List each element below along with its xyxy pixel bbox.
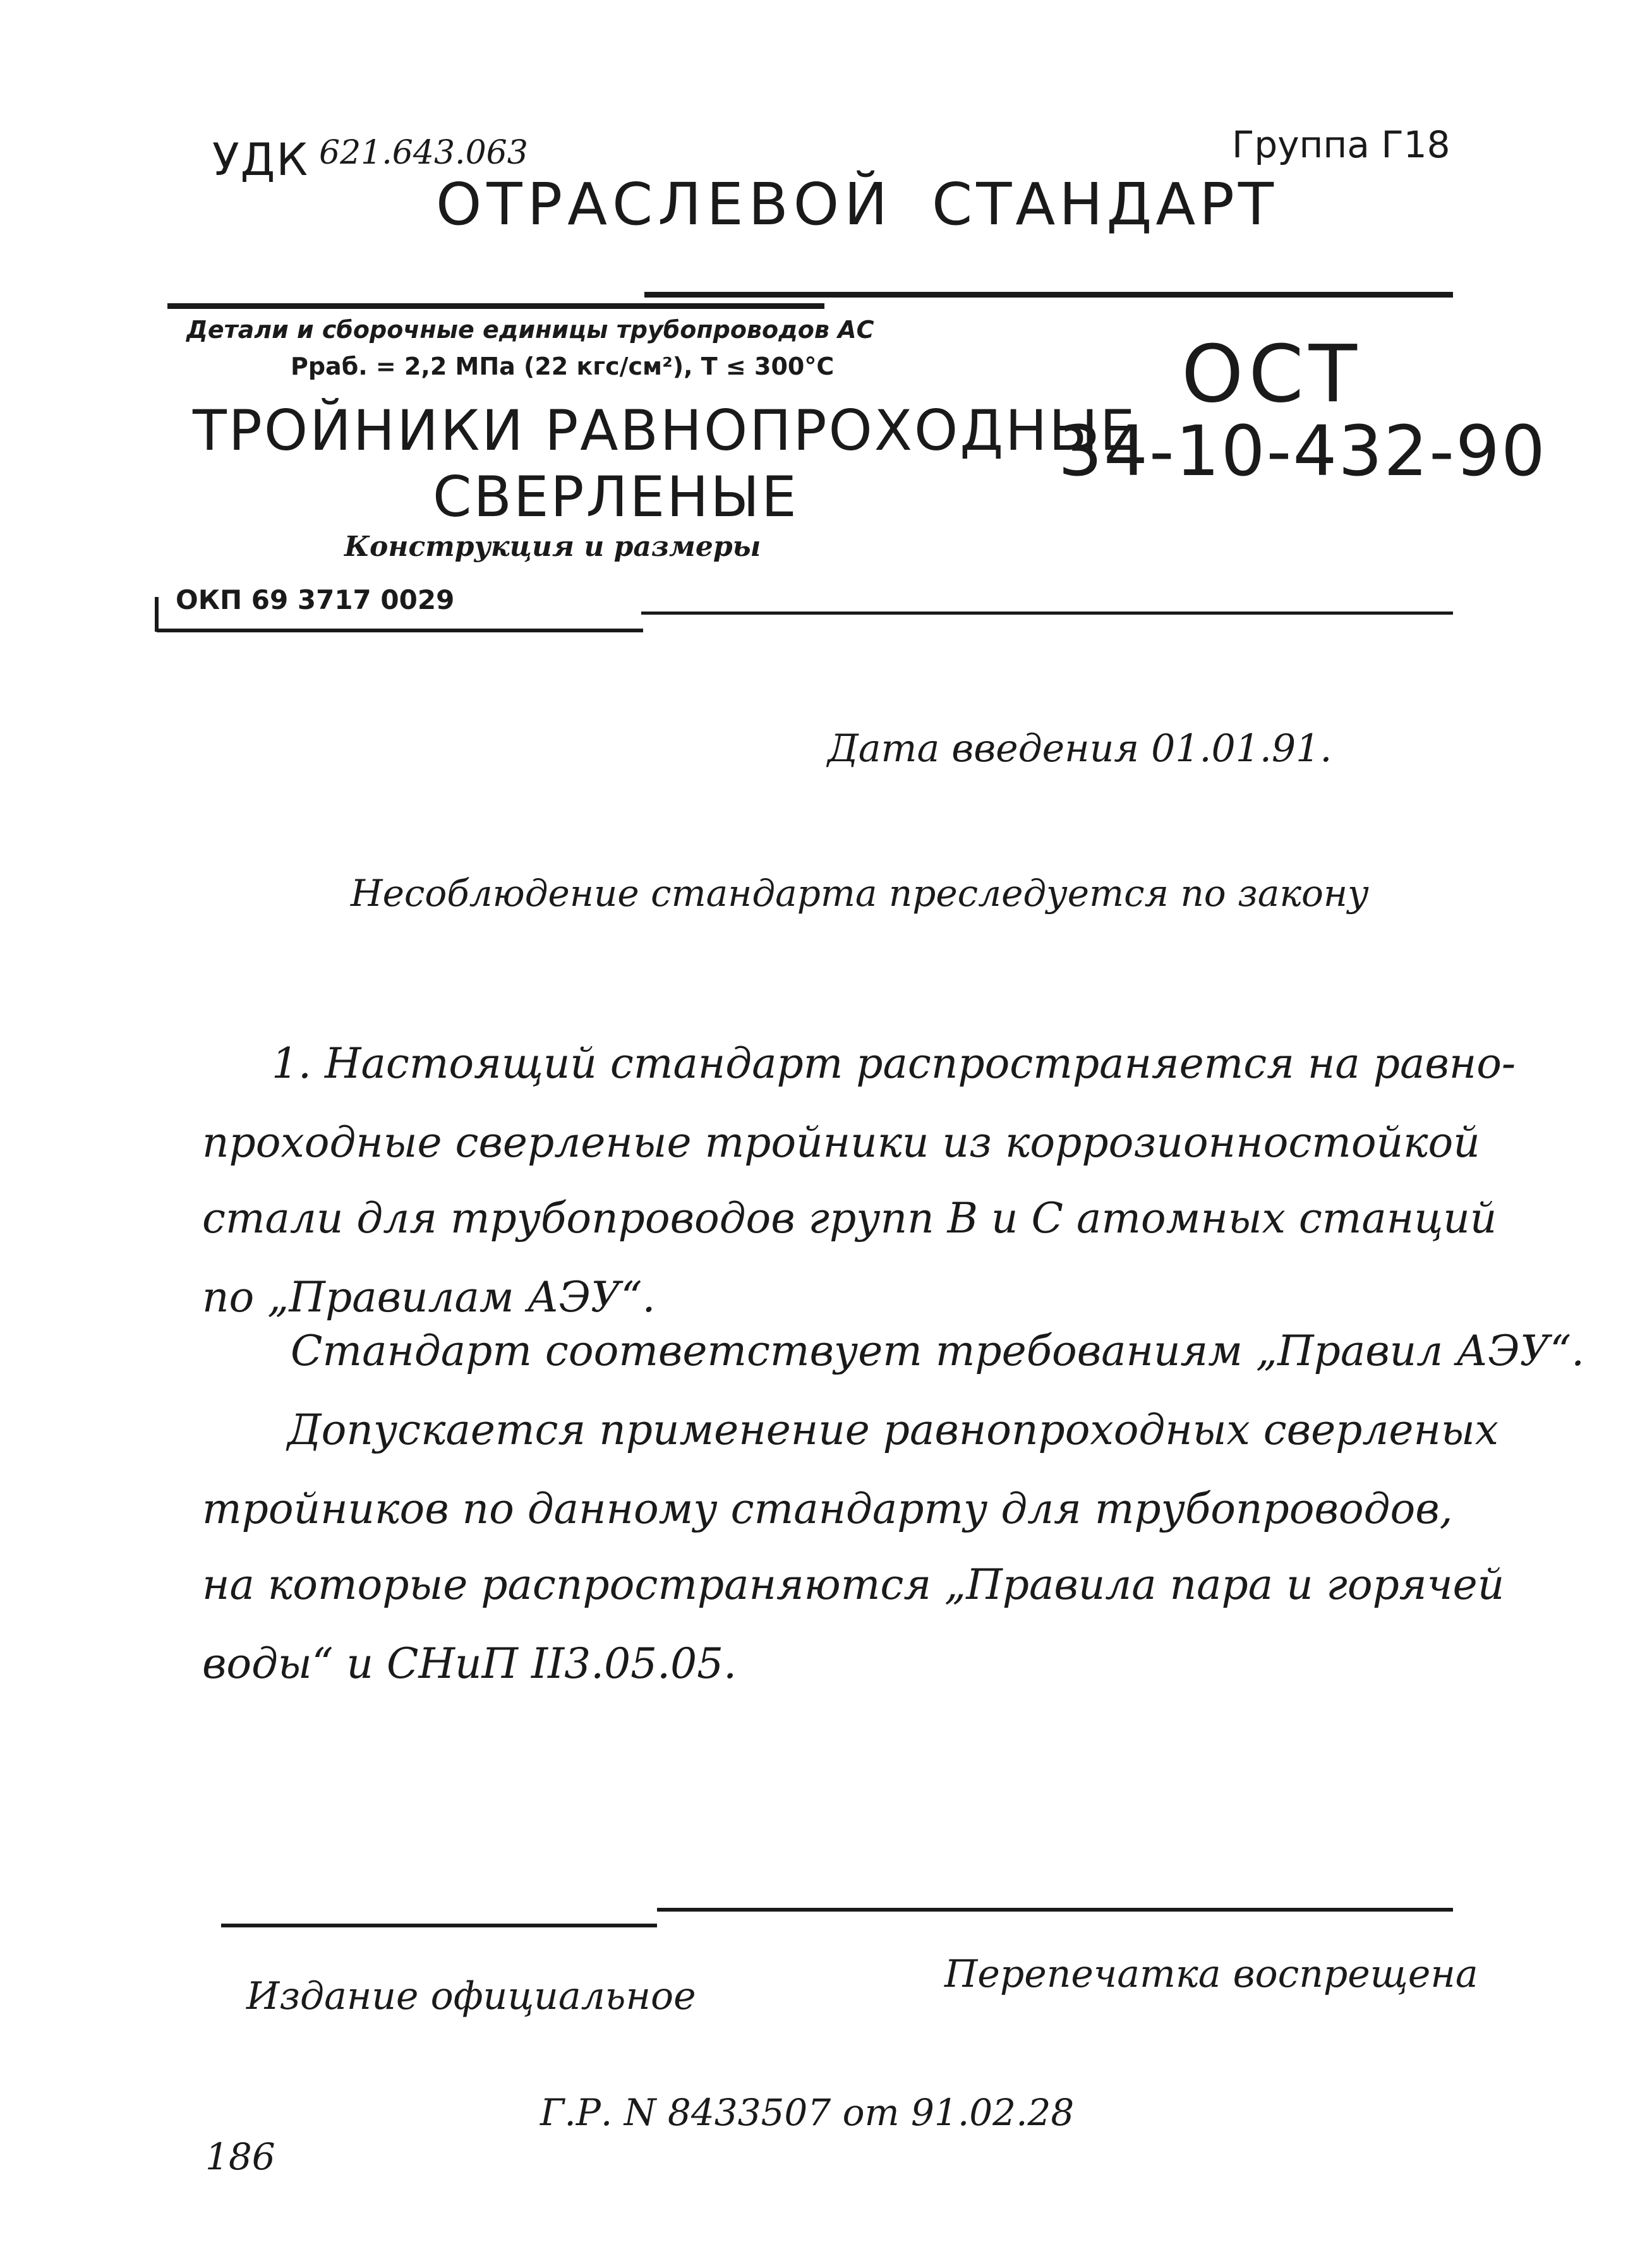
designation-rule-left [157,629,643,632]
top-rule-left [167,303,824,309]
body-line: стали для трубопроводов групп В и С атомных станций [202,1194,1497,1243]
body-line: 1. Настоящий стандарт распространяется на равно- [272,1039,1516,1088]
body-line: по „Правилам АЭУ“. [202,1273,656,1322]
footer-rule-right [657,1908,1453,1912]
introduction-date: Дата введения 01.01.91. [828,726,1332,771]
law-notice: Несоблюдение стандарта преследуется по закону [351,872,1369,915]
ost-number: 34-10-432-90 [1058,411,1546,491]
registration-number: Г.Р. N 8433507 от 91.02.28 [540,2091,1075,2134]
okp-code: ОКП 69 3717 0029 [176,584,455,615]
ost-label: ОСТ [1181,328,1363,420]
document-title-line2: СВЕРЛЕНЫЕ [433,464,799,529]
footer-rule-left [221,1924,657,1927]
standard-type-part1: ОТРАСЛЕВОЙ [436,171,893,238]
designation-left-border [155,597,159,632]
body-line: проходные сверленые тройники из коррозионностойкой [202,1118,1480,1167]
group-code: Группа Г18 [1232,123,1450,166]
construction-subtitle: Конструкция и размеры [344,531,761,563]
body-line: Допускается применение равнопроходных сверленых [287,1406,1498,1454]
document-title-line1: ТРОЙНИКИ РАВНОПРОХОДНЫЕ [193,398,1137,463]
subheading-line2: Рраб. = 2,2 МПа (22 кгс/см²), Т ≤ 300°С [291,353,835,380]
udk-code: 621.643.063 [319,134,528,172]
edition-note: Издание официальное [246,1974,696,2018]
body-line: Стандарт соответствует требованиям „Правил АЭУ“. [291,1327,1585,1375]
body-line: на которые распространяются „Правила пара и горячей [202,1560,1505,1609]
top-rule-right [644,292,1453,298]
udk-label: УДК [212,134,310,186]
body-line: тройников по данному стандарту для трубопроводов, [202,1485,1453,1533]
page-number: 186 [205,2135,275,2178]
subheading-line1: Детали и сборочные единицы трубопроводов АС [186,316,874,344]
standard-type-part2: СТАНДАРТ [932,171,1278,238]
body-line: воды“ и СНиП II3.05.05. [202,1639,737,1688]
designation-rule-right [641,612,1453,615]
reprint-note: Перепечатка воспрещена [944,1952,1478,1996]
